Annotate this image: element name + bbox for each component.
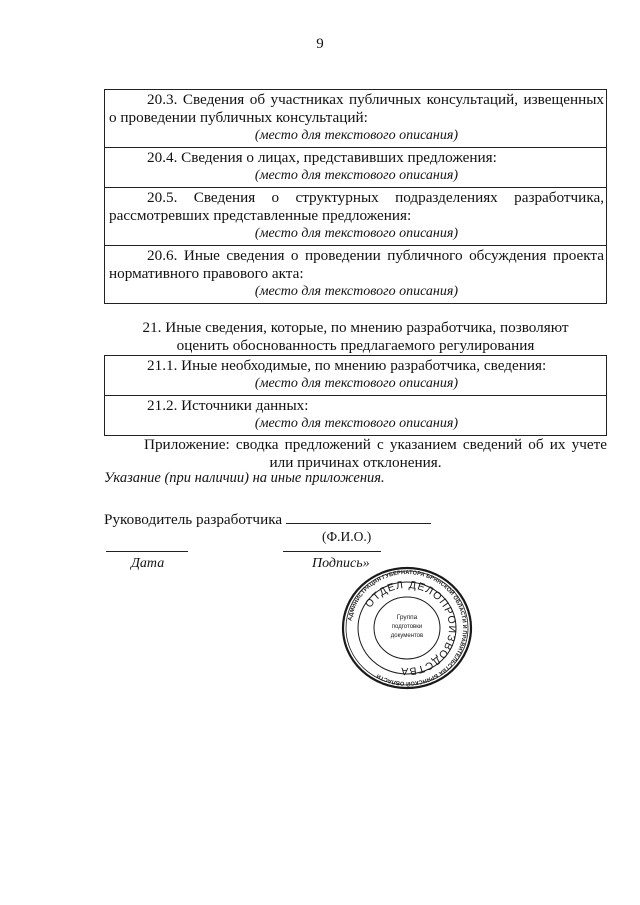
head-label: Руководитель разработчика (104, 511, 283, 528)
item-21-1-text: 21.1. Иные необходимые, по мнению разработчика, сведения: (147, 357, 547, 374)
item-20-3-hint: (место для текстового описания) (254, 128, 459, 143)
head-signature-line (104, 509, 431, 529)
head-signature-blank (286, 509, 431, 524)
item-21-2-hint: (место для текстового описания) (254, 416, 459, 431)
section-21-heading-line2: оценить обоснованность предлагаемого регулирования (176, 337, 535, 354)
signature-label: Подпись» (312, 556, 370, 571)
page-number: 9 (316, 36, 324, 52)
item-20-6-text: 20.6. Иные сведения о проведении публичного обсуждения проекта нормативного правового акта: (109, 247, 604, 282)
stamp-center-line2: подготовки (391, 624, 423, 630)
item-20-3-text: 20.3. Сведения об участниках публичных консультаций, извещенных о проведении публичных консультаций: (109, 91, 604, 126)
attachment-line2: или причинах отклонения. (269, 454, 442, 471)
date-label: Дата (131, 556, 165, 571)
other-attachments-note: Указание (при наличии) на иные приложения. (104, 470, 385, 486)
section-21-heading (104, 319, 607, 355)
item-21-2-text: 21.2. Источники данных: (147, 397, 309, 414)
other-info-table (104, 355, 607, 436)
stamp-ring-text: ОТДЕЛ ДЕЛОПРОИЗВОДСТВА (363, 578, 459, 678)
item-20-6-hint: (место для текстового описания) (254, 284, 459, 299)
attachment-line1: Приложение: сводка предложений с указанием сведений об их учете (144, 436, 607, 453)
item-20-4-text: 20.4. Сведения о лицах, представивших предложения: (147, 149, 497, 166)
item-20-5-text: 20.5. Сведения о структурных подразделениях разработчика, рассмотревших представленные предложения: (109, 189, 604, 224)
item-21-1-hint: (место для текстового описания) (254, 376, 459, 391)
fio-label: (Ф.И.О.) (322, 529, 372, 544)
row-20-6 (105, 245, 606, 303)
row-20-5 (105, 187, 606, 245)
item-20-5-hint: (место для текстового описания) (254, 226, 459, 241)
office-stamp (341, 566, 473, 690)
stamp-center-line3: документов (390, 633, 424, 639)
row-21-2 (105, 395, 606, 435)
attachment-note (104, 436, 607, 472)
item-20-4-hint: (место для текстового описания) (254, 168, 459, 183)
public-consultation-table (104, 89, 607, 304)
row-20-3 (105, 90, 606, 147)
date-blank (106, 551, 188, 552)
signature-blank (283, 551, 381, 552)
section-21-heading-line1: 21. Иные сведения, которые, по мнению разработчика, позволяют (142, 319, 569, 336)
stamp-center-line1: Группа (396, 614, 418, 621)
row-21-1 (105, 356, 606, 395)
stamp-outer-text: АДМИНИСТРАЦИЯ ГУБЕРНАТОРА БРЯНСКОЙ ОБЛАСТИ И ПРАВИТЕЛЬСТВА БРЯНСКОЙ ОБЛАСТИ (347, 569, 468, 687)
row-20-4 (105, 147, 606, 187)
